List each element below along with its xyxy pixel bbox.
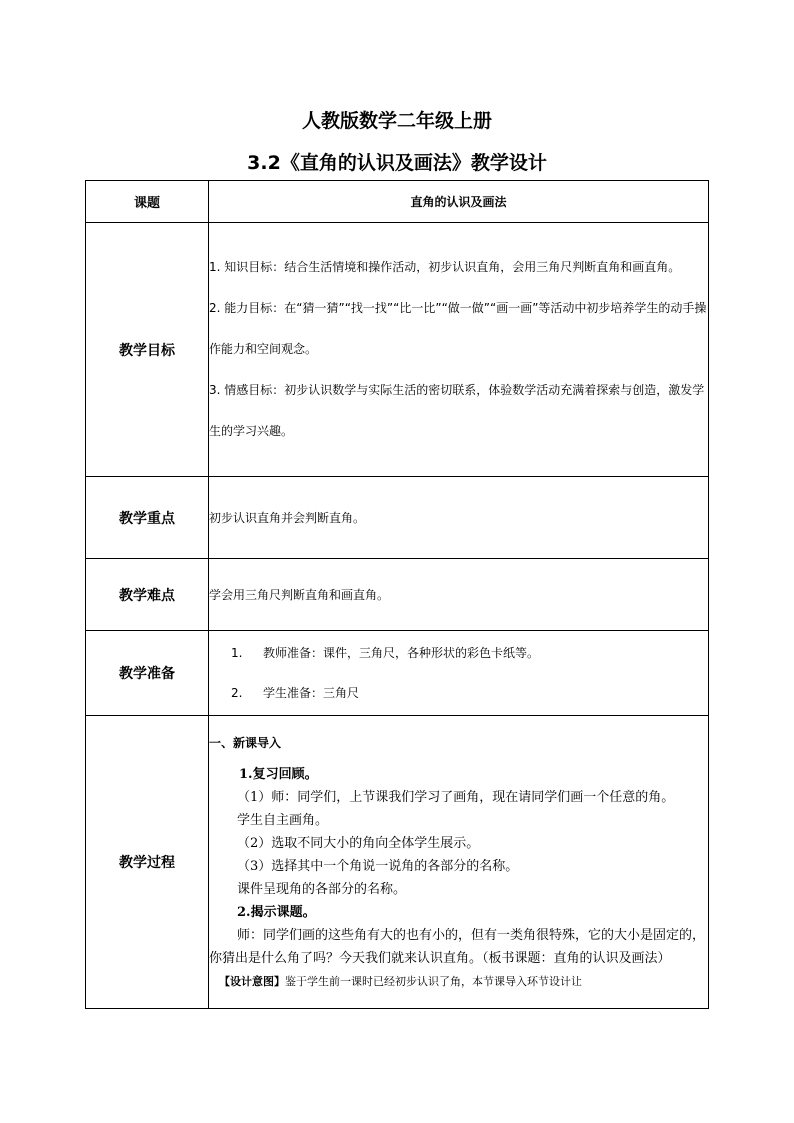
process-step1-line: 课件呈现角的各部分的名称。 — [237, 882, 407, 897]
process-step1-line: （1）师：同学们，上节课我们学习了画角，现在请同学们画一个任意的角。 — [237, 790, 675, 805]
row-topic — [86, 181, 709, 223]
difficulty-label: 教学难点 — [86, 559, 209, 631]
row-key-point — [86, 477, 709, 559]
process-step2-title: 2.揭示课题。 — [237, 905, 316, 920]
row-difficulty — [86, 559, 709, 631]
design-intent — [209, 970, 708, 993]
topic-label: 课题 — [86, 181, 209, 223]
preparation-label: 教学准备 — [86, 631, 209, 716]
process-content — [209, 716, 709, 1009]
document-title-line2: 3.2《直角的认识及画法》教学设计 — [247, 152, 547, 174]
objective-ability: 2. 能力目标：在“猜一猜”“找一找”“比一比”“做一做”“画一画”等活动中初步培养学生的动手操作能力和空间观念。 — [209, 301, 707, 356]
document-title-line1: 人教版数学二年级上册 — [301, 110, 492, 132]
key-point-label: 教学重点 — [86, 477, 209, 559]
process-step1-line: （2）选取不同大小的角向全体学生展示。 — [237, 836, 480, 851]
process-section-heading: 一、新课导入 — [209, 736, 282, 750]
topic-value: 直角的认识及画法 — [209, 181, 709, 223]
objective-emotion: 3. 情感目标：初步认识数学与实际生活的密切联系，体验数学活动充满着探索与创造，激发学生的学习兴趣。 — [209, 383, 705, 438]
design-intent-tag: 【设计意图】 — [219, 975, 285, 988]
prep-item-student: 2. 学生准备：三角尺 — [231, 686, 360, 700]
design-intent-text: 鉴于学生前一课时已经初步认识了角，本节课导入环节设计让 — [285, 975, 582, 988]
preparation-content — [209, 631, 709, 716]
process-step1-title: 1.复习回顾。 — [239, 767, 318, 782]
row-objectives — [86, 223, 709, 477]
key-point-value: 初步认识直角并会判断直角。 — [209, 477, 709, 559]
process-step1-line: 学生自主画角。 — [237, 813, 329, 828]
objectives-label: 教学目标 — [86, 223, 209, 477]
row-preparation — [86, 631, 709, 716]
process-step2-text: 师：同学们画的这些角有大的也有小的，但有一类角很特殊，它的大小是固定的，你猜出是什么角了吗？今天我们就来认识直角。（板书课题：直角的认识及画法） — [209, 928, 706, 966]
difficulty-value: 学会用三角尺判断直角和画直角。 — [209, 559, 709, 631]
process-label: 教学过程 — [86, 716, 209, 1009]
objective-knowledge: 1. 知识目标：结合生活情境和操作活动，初步认识直角，会用三角尺判断直角和画直角。 — [209, 260, 681, 274]
process-step1-line: （3）选择其中一个角说一说角的各部分的名称。 — [237, 859, 519, 874]
prep-item-teacher: 1. 教师准备：课件，三角尺，各种形状的彩色卡纸等。 — [231, 646, 540, 660]
row-process — [86, 716, 709, 1009]
lesson-plan-table — [85, 180, 709, 1009]
objectives-content — [209, 223, 709, 477]
